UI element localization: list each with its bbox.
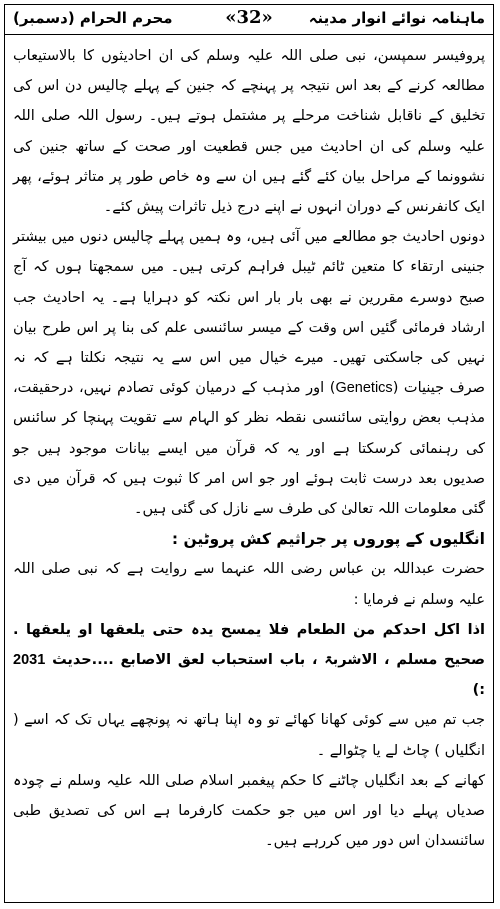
closing-paragraph: کھانے کے بعد انگلیاں چاٹنے کا حکم پیغمبر اسلام صلی اللہ علیہ وسلم نے چودہ صدیاں پہلے دیا اور اس میں جو حکمت کارفرما ہے اس کی تصدیق طبی سائنسدان اس دور میں کررہے ہیں۔ (13, 772, 485, 850)
article-body (13, 41, 485, 894)
page-header (5, 5, 493, 35)
hadith-close: :) (472, 682, 485, 699)
hadith-translation: جب تم میں سے کوئی کھانا کھائے تو وہ اپنا ہاتھ نہ پونچھے یہاں تک کہ اسے ( انگلیاں ) چاٹ لے یا چٹوالے ۔ (13, 712, 485, 759)
paragraph-2-cont: ) اور مذہب کے درمیان کوئی تصادم نہیں، درحقیقت، مذہب بعض روایتی سائنسی نقطہ نظر کو الہام سے تقویت پہنچا کر سائنس کی رہنمائی کرسکتا ہے اور یہ کہ قرآن میں ایسے بیانات موجود ہیں جو صدیوں بعد درست ثابت ہوئے اور جو اس امر کا ثبوت ہیں کہ قرآن میں دی گئی معلومات اللہ تعالیٰ کی طرف سے نازل کی گئی ہیں۔ (13, 380, 485, 518)
paragraph-1: پروفیسر سمپسن، نبی صلی اللہ علیہ وسلم کی ان احادیثوں کا بالاستیعاب مطالعہ کرنے کے بعد اس نتیجہ پر پہنچے کہ جنین کے پہلے چالیس دن اس کی تخلیق کے ناقابل شناخت مرحلے پر مشتمل ہوتے ہیں۔ رسول اللہ صلی اللہ علیہ وسلم کی ان احادیث میں جس قطعیت اور صحت کے ساتھ جنین کی نشوونما کے مراحل بیان کئے گئے ہیں ان سے وہ خاص طور پر متاثر ہوئے، پھر ایک کانفرنس کے دوران انہوں نے اپنے درج ذیل تاثرات پیش کئے۔ (13, 48, 485, 216)
page-number-value: 32 (236, 7, 262, 28)
genetics-term: Genetics (335, 380, 393, 397)
magazine-title: ماہنامہ نوائے انوار مدینہ (308, 9, 485, 27)
page-number: «32» (225, 7, 273, 28)
paragraph-2-text: دونوں احادیث جو مطالعے میں آئی ہیں، وہ ہمیں پہلے چالیس دنوں میں بیشتر جنینی ارتقاء کا متعین ٹائم ٹیبل فراہم کرتی ہیں۔ میں سمجھتا ہوں کہ آج صبح دوسرے مقررین نے بھی بار بار اس نکتہ کو دہرایا ہے۔ یہ احادیث جب ارشاد فرمائی گئیں اس وقت کے میسر سائنسی علم کی بنا پر اس طرح بیان نہیں کی جاسکتی تھیں۔ میرے خیال میں اس سے یہ نتیجہ نکلتا ہے کہ نہ صرف جینیات ( (13, 229, 485, 397)
section-heading: انگلیوں کے پوروں پر جراثیم کش پروٹین : (171, 530, 485, 549)
hadith-narration: حضرت عبداللہ بن عباس رضی اللہ عنہما سے روایت ہے کہ نبی صلی اللہ علیہ وسلم نے فرمایا : (13, 561, 485, 608)
hadith-number: 2031 (13, 652, 46, 669)
arabic-hadith (13, 615, 485, 706)
issue-month: محرم الحرام (دسمبر) (13, 9, 173, 27)
document-page (4, 4, 494, 903)
paragraph-2 (13, 222, 485, 524)
arabic-hadith-text: اذا اکل احدکم من الطعام فلا یمسح یدہ حتی یلعقھا او یلعقھا . صحیح مسلم ، الاشربۃ ، باب استحباب لعق الاصابع ....حدیث (13, 621, 485, 669)
